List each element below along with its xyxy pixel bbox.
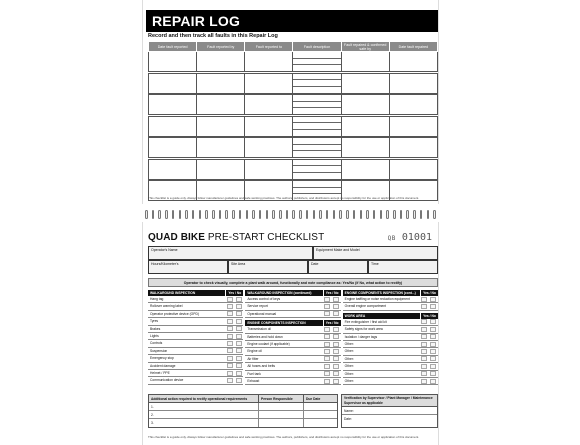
equipment-label: Equipment Make and Model bbox=[316, 248, 360, 252]
no-checkbox[interactable] bbox=[333, 356, 339, 361]
checklist-item bbox=[343, 356, 438, 363]
yes-checkbox[interactable] bbox=[227, 371, 233, 376]
spiral-coil bbox=[205, 210, 208, 219]
checklist-item bbox=[148, 363, 243, 370]
section-header: WALKAROUND INSPECTION (continued) Yes / No bbox=[245, 290, 340, 296]
spiral-coil bbox=[393, 210, 396, 219]
checklist-item-label: Helmet / PPE bbox=[150, 370, 170, 375]
yes-checkbox[interactable] bbox=[421, 297, 427, 302]
no-checkbox[interactable] bbox=[430, 297, 436, 302]
date-field[interactable] bbox=[308, 260, 368, 274]
log-cell[interactable] bbox=[389, 116, 437, 136]
yes-checkbox[interactable] bbox=[227, 363, 233, 368]
log-description-cell[interactable] bbox=[293, 52, 341, 72]
spiral-coil bbox=[192, 210, 195, 219]
checklist-item-label: Engine coolant (if applicable) bbox=[247, 341, 290, 346]
col-date-repaired: Date fault repaired bbox=[389, 42, 437, 52]
checklist-instruction: Operator to check visually, complete a plant walk around, functionally and note compliance as: Yes/No (if No, what action to rectify) bbox=[148, 278, 438, 287]
section-header: ENGINE COMPONENTS INSPECTION Yes / No bbox=[245, 320, 340, 326]
checklist-item-label: Transmission oil bbox=[247, 327, 272, 332]
log-cell[interactable] bbox=[197, 73, 245, 93]
yes-checkbox[interactable] bbox=[324, 371, 330, 376]
yes-checkbox[interactable] bbox=[227, 304, 233, 309]
spiral-coil bbox=[406, 210, 409, 219]
checklist-item-label: Air filter bbox=[247, 356, 259, 361]
checklist-item bbox=[343, 326, 438, 333]
spiral-coil bbox=[319, 210, 322, 219]
checklist-item bbox=[148, 303, 243, 310]
checklist-item-label: Communication device bbox=[150, 378, 184, 383]
log-cell[interactable] bbox=[197, 159, 245, 179]
log-cell[interactable] bbox=[341, 138, 389, 158]
log-cell[interactable] bbox=[341, 95, 389, 115]
checklist-item-label: Access control of keys bbox=[247, 297, 281, 301]
yes-checkbox[interactable] bbox=[227, 319, 233, 324]
log-cell[interactable] bbox=[197, 138, 245, 158]
yes-checkbox[interactable] bbox=[421, 334, 427, 339]
spiral-coil bbox=[346, 210, 349, 219]
log-cell[interactable] bbox=[149, 116, 197, 136]
log-cell[interactable] bbox=[341, 52, 389, 72]
checklist-item bbox=[245, 378, 340, 385]
operator-name-field[interactable] bbox=[148, 246, 313, 260]
spiral-coil bbox=[158, 210, 161, 219]
spiral-coil bbox=[165, 210, 168, 219]
checklist-item-label: Operator protective device (OPD) bbox=[150, 311, 199, 316]
no-checkbox[interactable] bbox=[333, 364, 339, 369]
checklist-item bbox=[148, 377, 243, 384]
checklist-item bbox=[148, 355, 243, 362]
checklist-item-label: Batteries and hold down bbox=[247, 334, 283, 339]
spiral-coil bbox=[299, 210, 302, 219]
serial-prefix: QB bbox=[387, 235, 396, 242]
checklist-item bbox=[343, 371, 438, 378]
due-head: Due Date bbox=[306, 397, 321, 401]
checklist-item-label: Operational manual bbox=[247, 311, 277, 316]
log-cell[interactable] bbox=[197, 52, 245, 72]
no-checkbox[interactable] bbox=[236, 319, 242, 324]
checklist-item bbox=[245, 363, 340, 370]
spiral-coil bbox=[292, 210, 295, 219]
log-cell[interactable] bbox=[341, 159, 389, 179]
col-date-reported: Date fault reported bbox=[149, 42, 197, 52]
site-area-label: Site Area bbox=[231, 262, 246, 266]
spiral-coil bbox=[252, 210, 255, 219]
checklist-item-label: Hang tag bbox=[150, 297, 164, 301]
inspection-column-2 bbox=[245, 290, 340, 385]
log-cell[interactable] bbox=[149, 159, 197, 179]
repair-log-subtitle: Record and then track all faults in this Repair Log bbox=[148, 33, 278, 39]
col-description: Fault description bbox=[293, 42, 341, 52]
yes-checkbox[interactable] bbox=[324, 364, 330, 369]
no-checkbox[interactable] bbox=[236, 363, 242, 368]
no-checkbox[interactable] bbox=[236, 297, 242, 302]
checklist-item bbox=[245, 326, 340, 333]
spiral-coil bbox=[266, 210, 269, 219]
yes-checkbox[interactable] bbox=[227, 378, 233, 383]
log-row[interactable] bbox=[149, 116, 438, 136]
no-checkbox[interactable] bbox=[333, 342, 339, 347]
checklist-item-label: Fire extinguisher / first aid kit bbox=[344, 319, 387, 324]
spiral-coil bbox=[246, 210, 249, 219]
verification-box bbox=[341, 394, 438, 428]
repair-log-table bbox=[148, 41, 438, 201]
spiral-coil bbox=[353, 210, 356, 219]
spiral-coil bbox=[373, 210, 376, 219]
date-label: Date bbox=[311, 262, 319, 266]
section-header: WALKAROUND INSPECTION Yes / No bbox=[148, 290, 243, 296]
checklist-item bbox=[148, 340, 243, 347]
no-checkbox[interactable] bbox=[430, 379, 436, 384]
hours-field[interactable] bbox=[148, 260, 228, 274]
log-cell[interactable] bbox=[149, 52, 197, 72]
repair-log-title: REPAIR LOG bbox=[146, 10, 438, 32]
no-checkbox[interactable] bbox=[430, 334, 436, 339]
log-cell[interactable] bbox=[245, 138, 293, 158]
spiral-coil bbox=[152, 210, 155, 219]
log-cell[interactable] bbox=[245, 52, 293, 72]
checklist-item-label: Other: bbox=[344, 371, 354, 376]
no-checkbox[interactable] bbox=[236, 311, 242, 316]
checklist-item-label: Rollover warning label bbox=[150, 304, 183, 309]
yes-checkbox[interactable] bbox=[324, 334, 330, 339]
yes-checkbox[interactable] bbox=[227, 334, 233, 339]
spiral-coil bbox=[427, 210, 430, 219]
checklist-title-bold: QUAD BIKE bbox=[148, 232, 206, 243]
no-checkbox[interactable] bbox=[333, 327, 339, 332]
spiral-coil bbox=[232, 210, 235, 219]
checklist-item bbox=[148, 370, 243, 377]
spiral-coil bbox=[380, 210, 383, 219]
serial-number bbox=[388, 232, 432, 243]
action-table bbox=[148, 394, 338, 428]
checklist-page bbox=[142, 222, 439, 445]
verification-head: Verification by Supervisor / Plant Manager / Maintenance Supervisor as applicable bbox=[342, 395, 437, 407]
checklist-item bbox=[148, 348, 243, 355]
checklist-title-light: PRE-START CHECKLIST bbox=[207, 232, 325, 243]
checklist-item bbox=[148, 296, 243, 303]
spiral-coil bbox=[366, 210, 369, 219]
spiral-coil bbox=[279, 210, 282, 219]
no-checkbox[interactable] bbox=[430, 327, 436, 332]
no-checkbox[interactable] bbox=[430, 349, 436, 354]
no-checkbox[interactable] bbox=[430, 356, 436, 361]
checklist-item bbox=[148, 311, 243, 318]
checklist-item bbox=[343, 319, 438, 326]
spiral-coil bbox=[259, 210, 262, 219]
yes-checkbox[interactable] bbox=[324, 379, 330, 384]
no-checkbox[interactable] bbox=[333, 297, 339, 302]
spiral-coil bbox=[185, 210, 188, 219]
spiral-coil bbox=[272, 210, 275, 219]
no-checkbox[interactable] bbox=[333, 334, 339, 339]
no-checkbox[interactable] bbox=[236, 378, 242, 383]
person-head: Person Responsible bbox=[259, 395, 304, 402]
checklist-item-label: Suspension bbox=[150, 348, 168, 353]
log-row[interactable] bbox=[149, 73, 438, 93]
no-checkbox[interactable] bbox=[333, 379, 339, 384]
log-cell[interactable] bbox=[389, 138, 437, 158]
hours-label: Hours/Kilometer's bbox=[151, 262, 179, 266]
log-cell[interactable] bbox=[389, 95, 437, 115]
log-row[interactable] bbox=[149, 52, 438, 72]
serial-digits: 01001 bbox=[401, 232, 432, 243]
col-repaired-by: Fault repaired & confirmed safe by bbox=[341, 42, 389, 52]
yes-checkbox[interactable] bbox=[227, 297, 233, 302]
checklist-item-label: Engine oil bbox=[247, 349, 262, 354]
yes-checkbox[interactable] bbox=[324, 327, 330, 332]
checklist-item bbox=[148, 318, 243, 325]
verification-name[interactable]: Name: bbox=[342, 407, 437, 415]
yes-checkbox[interactable] bbox=[227, 356, 233, 361]
spiral-coil bbox=[313, 210, 316, 219]
action-row[interactable]: 2. bbox=[149, 411, 337, 419]
log-description-cell[interactable] bbox=[293, 116, 341, 136]
log-row[interactable] bbox=[149, 138, 438, 158]
checklist-item-label: Fuel tank bbox=[247, 371, 261, 376]
checklist-item bbox=[343, 378, 438, 385]
checklist-item-label: Service report bbox=[247, 304, 268, 309]
checklist-item-label: Accident damage bbox=[150, 363, 176, 368]
yes-checkbox[interactable] bbox=[324, 311, 330, 316]
log-cell[interactable] bbox=[389, 52, 437, 72]
no-checkbox[interactable] bbox=[333, 349, 339, 354]
spiral-coil bbox=[286, 210, 289, 219]
log-description-cell[interactable] bbox=[293, 138, 341, 158]
spiral-coil bbox=[219, 210, 222, 219]
checklist-item bbox=[245, 303, 340, 310]
log-cell[interactable] bbox=[197, 116, 245, 136]
no-checkbox[interactable] bbox=[333, 311, 339, 316]
yes-checkbox[interactable] bbox=[227, 326, 233, 331]
checklist-item bbox=[148, 333, 243, 340]
checklist-item bbox=[245, 356, 340, 363]
operator-name-label: Operator's Name bbox=[151, 248, 178, 252]
log-cell[interactable] bbox=[149, 138, 197, 158]
yes-checkbox[interactable] bbox=[324, 356, 330, 361]
yes-checkbox[interactable] bbox=[421, 349, 427, 354]
log-description-cell[interactable] bbox=[293, 73, 341, 93]
spiral-coil bbox=[199, 210, 202, 219]
yes-checkbox[interactable] bbox=[421, 319, 427, 324]
checklist-item-label: Other: bbox=[344, 356, 354, 361]
checklist-item-label: Other: bbox=[344, 341, 354, 346]
time-label: Time bbox=[371, 262, 379, 266]
no-checkbox[interactable] bbox=[236, 304, 242, 309]
checklist-item bbox=[245, 311, 340, 318]
spiral-coil bbox=[333, 210, 336, 219]
checklist-item bbox=[245, 334, 340, 341]
no-checkbox[interactable] bbox=[236, 356, 242, 361]
checklist-item bbox=[343, 348, 438, 355]
no-checkbox[interactable] bbox=[236, 341, 242, 346]
no-checkbox[interactable] bbox=[430, 342, 436, 347]
spiral-coil bbox=[339, 210, 342, 219]
checklist-item bbox=[343, 303, 438, 310]
checklist-item bbox=[343, 341, 438, 348]
yes-checkbox[interactable] bbox=[421, 304, 427, 309]
yes-checkbox[interactable] bbox=[324, 342, 330, 347]
section-header: ENGINE COMPONENTS INSPECTION (cont...) Yes / No bbox=[343, 290, 438, 296]
action-row[interactable]: 3. bbox=[149, 419, 337, 427]
no-checkbox[interactable] bbox=[236, 326, 242, 331]
yes-checkbox[interactable] bbox=[324, 304, 330, 309]
inspection-column-3 bbox=[343, 290, 438, 385]
spiral-coil bbox=[212, 210, 215, 219]
log-cell[interactable] bbox=[389, 73, 437, 93]
checklist-item-label: Exhaust bbox=[247, 378, 260, 383]
spiral-coil bbox=[225, 210, 228, 219]
yes-checkbox[interactable] bbox=[421, 327, 427, 332]
log-cell[interactable] bbox=[245, 159, 293, 179]
checklist-disclaimer: This checklist is a guide only. Always follow manufacturer guidelines and safe working practices. The authors, publishers, and distributors accept no responsibility for the use or application of this document. bbox=[148, 435, 420, 439]
checklist-item bbox=[343, 363, 438, 370]
no-checkbox[interactable] bbox=[430, 304, 436, 309]
col-reported-to: Fault reported to bbox=[245, 42, 293, 52]
no-checkbox[interactable] bbox=[333, 304, 339, 309]
spiral-coil bbox=[360, 210, 363, 219]
no-checkbox[interactable] bbox=[430, 319, 436, 324]
checklist-footer bbox=[148, 394, 438, 428]
spiral-coil bbox=[400, 210, 403, 219]
no-checkbox[interactable] bbox=[236, 348, 242, 353]
log-cell[interactable] bbox=[341, 116, 389, 136]
checklist-item bbox=[148, 326, 243, 333]
checklist-item-label: Engine baffling or noise reduction equipment bbox=[344, 297, 410, 301]
checklist-title bbox=[148, 232, 324, 243]
spiral-coil bbox=[306, 210, 309, 219]
inspection-column-1 bbox=[148, 290, 243, 385]
repair-log-page bbox=[142, 0, 439, 204]
log-cell[interactable] bbox=[245, 95, 293, 115]
log-cell[interactable] bbox=[341, 73, 389, 93]
checklist-item bbox=[245, 341, 340, 348]
no-checkbox[interactable] bbox=[333, 371, 339, 376]
log-description-cell[interactable] bbox=[293, 95, 341, 115]
section-header: WORK AREA Yes / No bbox=[343, 313, 438, 319]
checklist-item-label: Other: bbox=[344, 378, 354, 383]
yes-checkbox[interactable] bbox=[227, 348, 233, 353]
spiral-coil bbox=[386, 210, 389, 219]
yes-checkbox[interactable] bbox=[421, 371, 427, 376]
checklist-item bbox=[343, 296, 438, 303]
equipment-field[interactable] bbox=[313, 246, 438, 260]
checklist-item bbox=[245, 371, 340, 378]
checklist-item-label: Emergency stop bbox=[150, 356, 174, 361]
checklist-item bbox=[245, 348, 340, 355]
checklist-item-label: All hoses and belts bbox=[247, 364, 276, 369]
site-area-field[interactable] bbox=[228, 260, 308, 274]
no-checkbox[interactable] bbox=[430, 364, 436, 369]
log-cell[interactable] bbox=[245, 116, 293, 136]
spiral-coil bbox=[326, 210, 329, 219]
log-row[interactable] bbox=[149, 159, 438, 179]
yes-checkbox[interactable] bbox=[421, 364, 427, 369]
spiral-coil bbox=[420, 210, 423, 219]
col-reported-by: Fault reported by bbox=[197, 42, 245, 52]
spiral-coil bbox=[145, 210, 148, 219]
spiral-coil bbox=[433, 210, 436, 219]
log-cell[interactable] bbox=[149, 73, 197, 93]
inspection-columns bbox=[148, 290, 438, 385]
yes-checkbox[interactable] bbox=[421, 379, 427, 384]
yes-checkbox[interactable] bbox=[227, 341, 233, 346]
log-cell[interactable] bbox=[197, 95, 245, 115]
yes-checkbox[interactable] bbox=[324, 349, 330, 354]
spiral-coil bbox=[172, 210, 175, 219]
checklist-item-label: Other: bbox=[344, 349, 354, 354]
log-cell[interactable] bbox=[149, 95, 197, 115]
checklist-item-label: Overall engine compartment bbox=[344, 304, 387, 309]
repair-log-disclaimer: This checklist is a guide only. Always follow manufacturer guidelines and safe working practices. The authors, publishers, and distributors accept no responsibility for the use or application of this document. bbox=[148, 196, 420, 200]
no-checkbox[interactable] bbox=[430, 371, 436, 376]
spiral-binding bbox=[142, 210, 439, 220]
no-checkbox[interactable] bbox=[236, 371, 242, 376]
action-head: Additional action required to rectify operational requirements bbox=[149, 395, 259, 402]
checklist-item-label: Isolation / danger tags bbox=[344, 334, 378, 339]
time-field[interactable] bbox=[368, 260, 438, 274]
no-checkbox[interactable] bbox=[236, 334, 242, 339]
verification-date[interactable]: Date: bbox=[344, 417, 352, 421]
log-row[interactable] bbox=[149, 95, 438, 115]
log-description-cell[interactable] bbox=[293, 159, 341, 179]
checklist-item-label: Brakes bbox=[150, 326, 161, 331]
action-row[interactable]: 1. bbox=[149, 403, 337, 411]
log-cell[interactable] bbox=[245, 73, 293, 93]
checklist-item-label: Safety signs for work area bbox=[344, 327, 383, 332]
spiral-coil bbox=[179, 210, 182, 219]
yes-checkbox[interactable] bbox=[227, 311, 233, 316]
checklist-item-label: Lights bbox=[150, 333, 159, 338]
yes-checkbox[interactable] bbox=[421, 342, 427, 347]
checklist-item-label: Controls bbox=[150, 341, 163, 346]
yes-checkbox[interactable] bbox=[421, 356, 427, 361]
checklist-item-label: Tyres bbox=[150, 319, 159, 324]
spiral-coil bbox=[413, 210, 416, 219]
checklist-item bbox=[245, 296, 340, 303]
checklist-item-label: Other: bbox=[344, 364, 354, 369]
log-cell[interactable] bbox=[389, 159, 437, 179]
checklist-item bbox=[343, 334, 438, 341]
yes-checkbox[interactable] bbox=[324, 297, 330, 302]
spiral-coil bbox=[239, 210, 242, 219]
